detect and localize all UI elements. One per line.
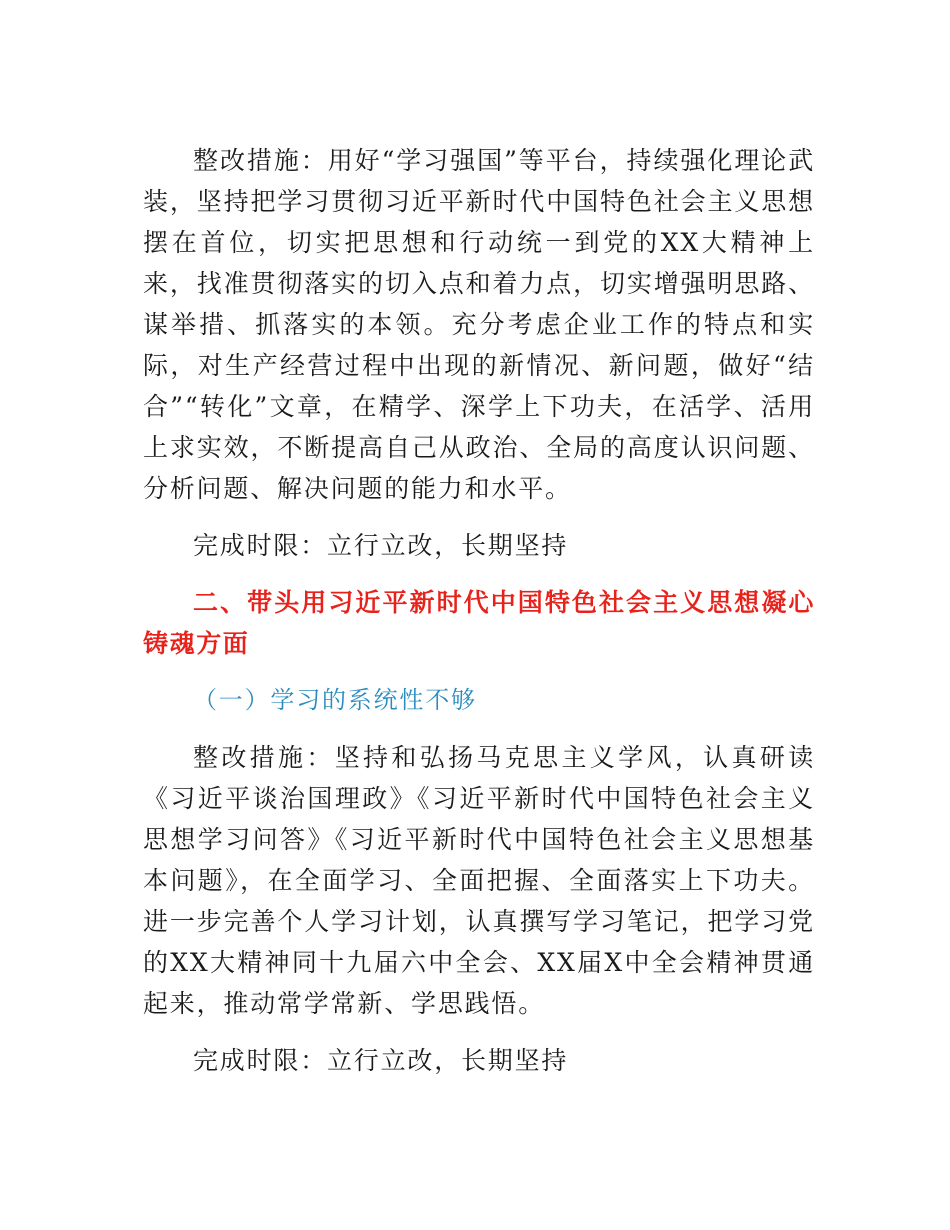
deadline-paragraph-1: 完成时限：立行立改，长期坚持 xyxy=(193,531,569,560)
section-heading-2: 二、带头用习近平新时代中国特色社会主义思想凝心铸魂方面 xyxy=(143,588,815,658)
subsection-heading-2-1: （一）学习的系统性不够 xyxy=(193,686,477,714)
rectification-measures-paragraph-1: 整改措施：用好“学习强国”等平台，持续强化理论武装，坚持把学习贯彻习近平新时代中国特色社会主义思想摆在首位，切实把思想和行动统一到党的XX大精神上来，找准贯彻落实的切入点和着力点，切实增强明思路、谋举措、抓落实的本领。充分考虑企业工作的特点和实际，对生产经营过程中出现的新情况、新问题，做好“结合”“转化”文章，在精学、深学上下功夫，在活学、活用上求实效，不断提高自己从政治、全局的高度认识问题、分析问题、解决问题的能力和水平。 xyxy=(143,146,815,503)
deadline-paragraph-2: 完成时限：立行立改，长期坚持 xyxy=(193,1046,569,1075)
document-body xyxy=(143,140,815,1097)
rectification-measures-paragraph-2: 整改措施：坚持和弘扬马克思主义学风，认真研读《习近平谈治国理政》《习近平新时代中国特色社会主义思想学习问答》《习近平新时代中国特色社会主义思想基本问题》，在全面学习、全面把握、全面落实上下功夫。进一步完善个人学习计划，认真撰写学习笔记，把学习党的XX大精神同十九届六中全会、XX届X中全会精神贯通起来，推动常学常新、学思践悟。 xyxy=(143,743,815,1018)
